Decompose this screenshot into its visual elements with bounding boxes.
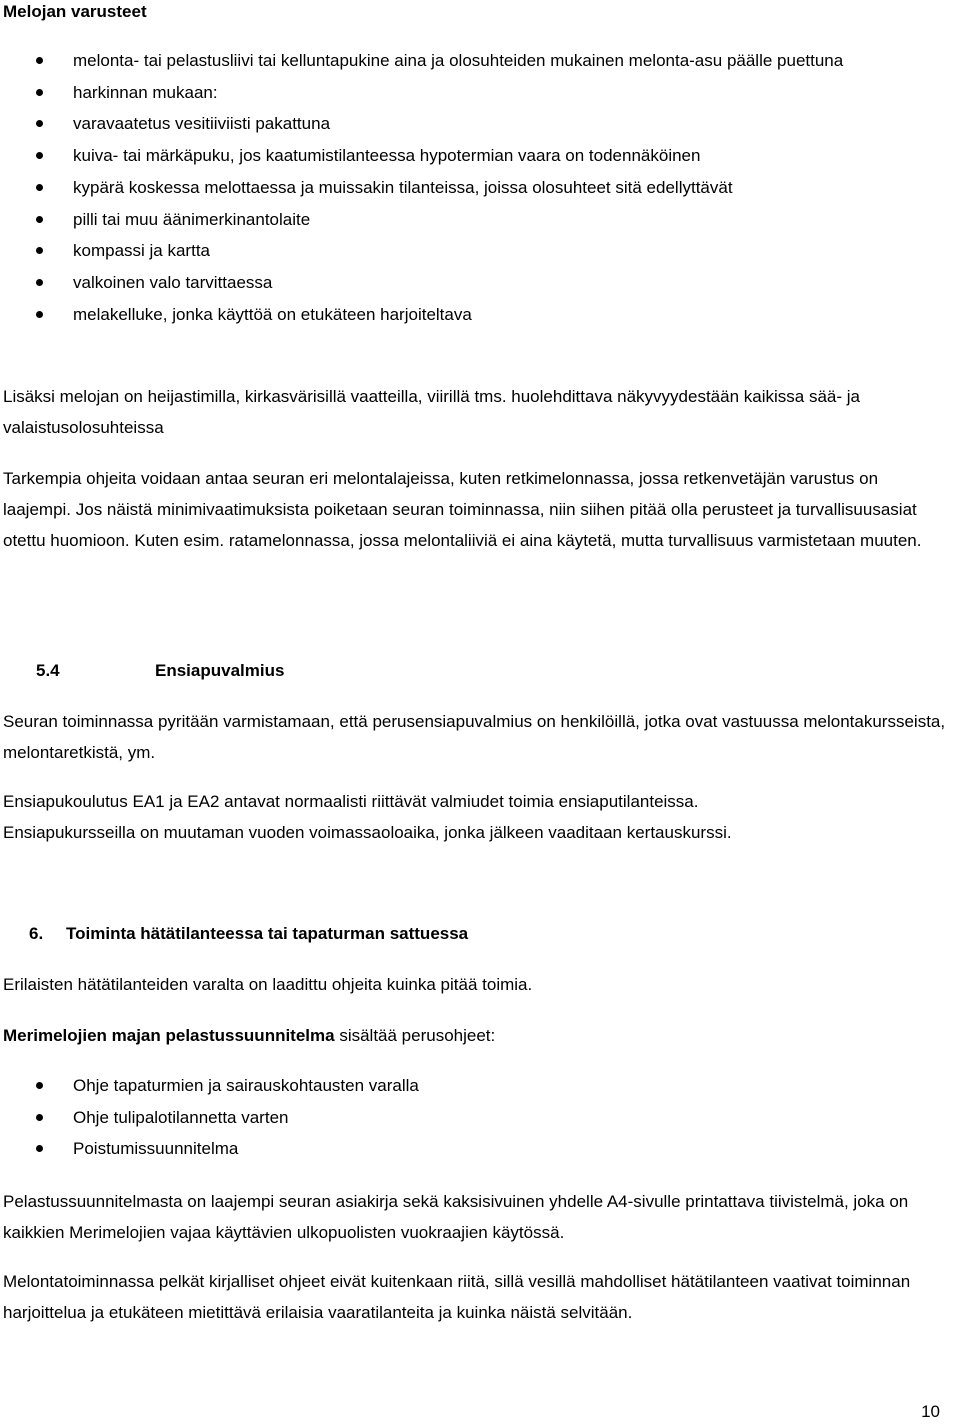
bullet-icon	[36, 89, 43, 96]
section-title-melojan-varusteet: Melojan varusteet	[3, 2, 147, 21]
list-item-text: kuiva- tai märkäpuku, jos kaatumistilanteessa hypotermian vaara on todennäköinen	[73, 146, 701, 166]
rescue-plan-rest: sisältää perusohjeet:	[334, 1026, 496, 1045]
paragraph-emergency-intro: Erilaisten hätätilanteiden varalta on laadittu ohjeita kuinka pitää toimia.	[3, 975, 533, 994]
text-line: Ensiapukoulutus EA1 ja EA2 antavat normaalisti riittävät valmiudet toimia ensiaputilanteissa.	[3, 792, 699, 811]
list-item	[0, 77, 945, 109]
list-item	[0, 108, 945, 140]
list-item	[0, 299, 945, 331]
bullet-icon	[36, 247, 43, 254]
paragraph-first-aid-readiness: Seuran toiminnassa pyritään varmistamaan, että perusensiapuvalmius on henkilöillä, jotka ovat vastuussa melontakursseista, melontaretkistä, ym.	[3, 712, 946, 762]
paragraph-rescue-plan-document: Pelastussuunnitelmasta on laajempi seuran asiakirja sekä kaksisivuinen yhdelle A4-sivulle printattava tiivistelmä, joka on kaikkien Merimelojien vajaa käyttävien ulkopuolisten vuokraajien käytössä.	[3, 1192, 909, 1242]
list-item-text: varavaatetus vesitiiviisti pakattuna	[73, 114, 331, 134]
list-item	[0, 267, 945, 299]
list-item	[0, 1133, 945, 1165]
text-line: Ensiapukursseilla on muutaman vuoden voimassaoloaika, jonka jälkeen vaaditaan kertauskurssi.	[3, 823, 732, 842]
list-item-text: Ohje tapaturmien ja sairauskohtausten varalla	[73, 1076, 419, 1095]
list-item	[0, 140, 945, 172]
bullet-icon	[36, 311, 43, 318]
bullet-icon	[36, 279, 43, 286]
rescue-plan-list	[0, 1070, 945, 1165]
equipment-list	[0, 45, 945, 330]
list-item-text: pilli tai muu äänimerkinantolaite	[73, 209, 311, 229]
paragraph-practice: Melontatoiminnassa pelkät kirjalliset ohjeet eivät kuitenkaan riitä, sillä vesillä mahdolliset hätätilanteen vaativat toiminnan harjoittelua ja etukäteen mietittävä erilaisia vaaratilanteita ja kuinka näistä selvitään.	[3, 1272, 911, 1322]
bullet-icon	[36, 1145, 43, 1152]
list-item	[0, 172, 945, 204]
rescue-plan-name: Merimelojien majan pelastussuunnitelma	[3, 1026, 335, 1045]
list-item-text: Ohje tulipalotilannetta varten	[73, 1107, 289, 1127]
list-item	[0, 45, 945, 77]
list-item-text: kompassi ja kartta	[73, 241, 210, 261]
paragraph-visibility: Lisäksi melojan on heijastimilla, kirkasvärisillä vaatteilla, viirillä tms. huolehdittava näkyvyydestään kaikissa sää- ja valaistusolosuhteissa	[3, 387, 860, 437]
list-item-text: melakelluke, jonka käyttöä on etukäteen harjoiteltava	[73, 304, 472, 324]
list-item	[0, 1070, 945, 1102]
list-item	[0, 204, 945, 236]
bullet-icon	[36, 120, 43, 127]
paragraph-instructions: Tarkempia ohjeita voidaan antaa seuran eri melontalajeissa, kuten retkimelonnassa, jossa retkenvetäjän varustus on laajempi. Jos näistä minimivaatimuksista poiketaan seuran toiminnassa, niin siihen pitää olla perusteet ja turvallisuusasiat otettu huomioon. Kuten esim. ratamelonnassa, jossa melontaliiviä ei aina käytetä, mutta turvallisuus varmistetaan muuten.	[3, 469, 922, 550]
section-heading-title: Toiminta hätätilanteessa tai tapaturman sattuessa	[66, 924, 469, 943]
section-number: 6.	[29, 924, 44, 943]
bullet-icon	[36, 57, 43, 64]
list-item	[0, 1102, 945, 1134]
list-item	[0, 235, 945, 267]
bullet-icon	[36, 184, 43, 191]
list-item-text: valkoinen valo tarvittaessa	[73, 272, 273, 292]
list-item-text: Poistumissuunnitelma	[73, 1139, 239, 1159]
page-number: 10	[921, 1402, 940, 1421]
list-item-text: kypärä koskessa melottaessa ja muissakin tilanteissa, joissa olosuhteet sitä edellyttävät	[73, 177, 733, 197]
section-number: 5.4	[36, 661, 60, 680]
bullet-icon	[36, 152, 43, 159]
paragraph-rescue-plan-intro	[3, 1020, 948, 1051]
paragraph-first-aid-training	[3, 786, 948, 848]
bullet-icon	[36, 216, 43, 223]
list-item-text: harkinnan mukaan:	[73, 82, 218, 102]
section-heading-title: Ensiapuvalmius	[155, 661, 285, 680]
bullet-icon	[36, 1082, 43, 1089]
list-item-text: melonta- tai pelastusliivi tai kelluntapukine aina ja olosuhteiden mukainen melonta-asu päälle puettuna	[73, 51, 844, 70]
bullet-icon	[36, 1114, 43, 1121]
